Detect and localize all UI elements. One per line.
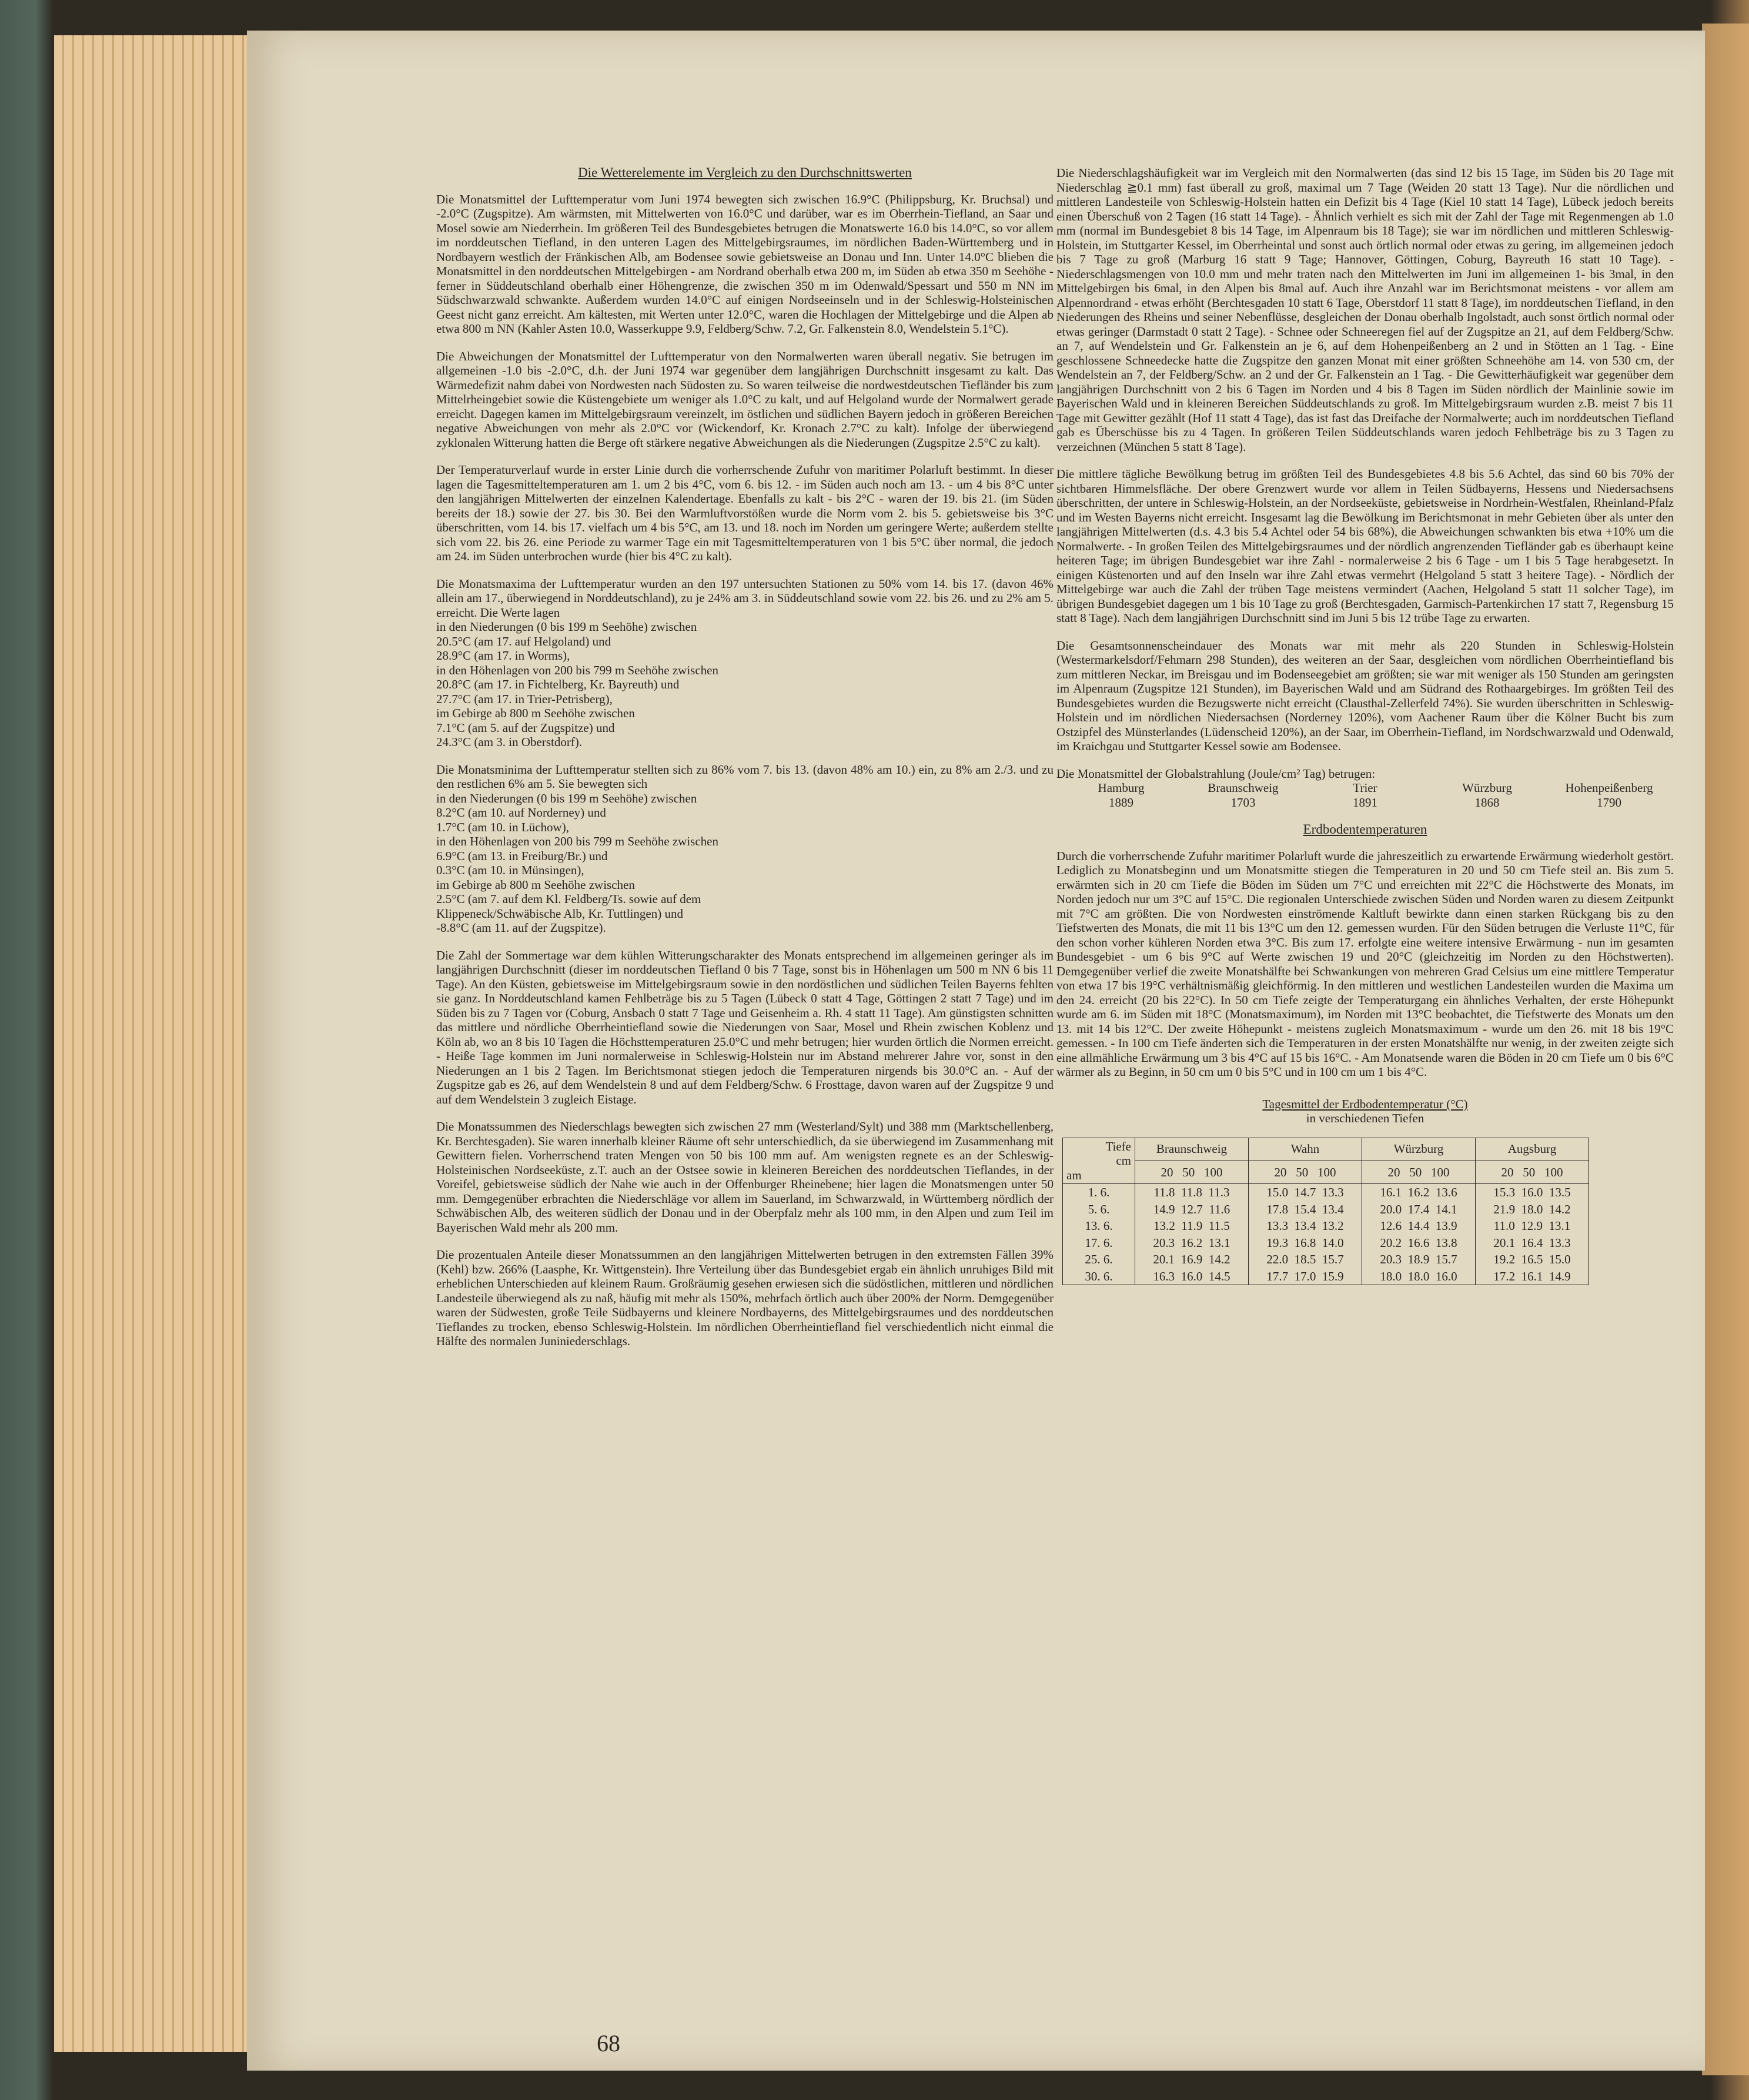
paragraph-monatsminima: Die Monatsminima der Lufttemperatur stellten sich zu 86% vom 7. bis 13. (davon 48% am 10.) ein, zu 8% am 2./3. und zu den restlichen 6% am 5. Sie bewegten sich	[436, 762, 1054, 791]
paragraph-temperaturverlauf: Der Temperaturverlauf wurde in erster Linie durch die vorherrschende Zufuhr von maritimer Polarluft bestimmt. In dieser lagen die Tagesmitteltemperaturen am 1. um 2 bis 4°C, vom 6. bis 12. - im Süden auch noch am 13. - um 4 bis 8°C unter den langjährigen Mittelwerten der einzelnen Kalendertage. Ebenfalls zu kalt - bis 2°C - waren der 19. bis 21. (im Süden bereits der 18.) sowie der 27. bis 30. Bei den Warmluftvorstößen wurde die Norm vom 2. bis 5. gebietsweise bis 3°C überschritten, vom 14. bis 17. vielfach um 4 bis 5°C, am 13. und 18. noch im Norden um geringere Werte; außerdem stellte sich vom 22. bis 26. eine Periode zu warmer Tage ein mit Tagesmitteltemperaturen von 1 bis 5°C über normal, die jedoch am 24. im Süden unterbrochen wurde (hier bis 4°C zu kalt).	[436, 463, 1054, 563]
row-values: 11.0 12.9 13.1	[1476, 1218, 1589, 1235]
row-date: 13. 6.	[1063, 1218, 1135, 1235]
right-column	[1056, 166, 1674, 1285]
paragraph-bewoelkung: Die mittlere tägliche Bewölkung betrug im größten Teil des Bundesgebietes 4.8 bis 5.6 Achtel, das sind 60 bis 70% der sichtbaren Himmelsfläche. Der obere Grenzwert wurde vor allem in Teilen Südbayerns, Hessens und Niedersachsens überschritten, der untere in Schleswig-Holstein, an der Nordseeküste, gebietsweise in Nordrhein-Westfalen, Rheinland-Pfalz und im Westen Bayerns nicht erreicht. Insgesamt lag die Bewölkung im Berichtsmonat in mehr Gebieten über als unter den langjährigen Mittelwerten (d.s. 4.3 bis 5.4 Achtel oder 54 bis 68%), die Abweichungen schwankten bis etwa +10% um die Normalwerte. - In großen Teilen des Mittelgebirgsraumes und der nördlich angrenzenden Tiefländer gab es überhaupt keine heiteren Tage; im übrigen Bundesgebiet war ihre Zahl - normalerweise 2 bis 6 Tage - um 1 bis 5 Tage herabgesetzt. In einigen Küstenorten und auf den Inseln war ihre Zahl etwas vermehrt (Helgoland 5 statt 3 heitere Tage). - Nördlich der Mittelgebirge war auch die Zahl der trüben Tage meistens vermindert (Aachen, Helgoland 5 statt 11 solcher Tage), im übrigen Bundesgebiet dagegen um 1 bis 10 Tage zu groß (Berchtesgaden, Garmisch-Partenkirchen 17 statt 7, Regensburg 15 statt 8 Tage). Nach dem langjährigen Durchschnitt sind im Juni 5 bis 12 trübe Tage zu erwarten.	[1056, 467, 1674, 625]
row-values: 15.3 16.0 13.5	[1476, 1184, 1589, 1201]
table-corner	[1063, 1138, 1135, 1184]
gs-station: Hohenpeißenberg	[1565, 781, 1653, 795]
station-header: Braunschweig	[1135, 1138, 1249, 1161]
table-row	[1063, 1218, 1589, 1235]
depth-header: 20 50 100	[1249, 1161, 1362, 1183]
station-header: Augsburg	[1476, 1138, 1589, 1161]
row-values: 20.1 16.9 14.2	[1135, 1251, 1249, 1268]
paragraph-abweichungen: Die Abweichungen der Monatsmittel der Lufttemperatur von den Normalwerten waren überall negativ. Sie betrugen im allgemeinen -1.0 bis -2.0°C, d.h. der Juni 1974 war gegenüber dem langjährigen Durchschnitt insgesamt zu kalt. Das Wärmedefizit nahm dabei von Nordwesten nach Südosten zu. So waren teilweise die nordwestdeutschen Tiefländer bis zum Mittelrheingebiet sowie die Küstengebiete um weniger als 1.0°C zu kalt, und auf Helgoland wurde der Normalwert gerade erreicht. Dagegen kamen im Mittelgebirgsraum vereinzelt, im östlichen und südlichen Bayern jedoch in größeren Bereichen negative Abweichungen von mehr als 2.0°C vor (Wickendorf, Kr. Kronach 2.7°C zu kalt). Infolge der überwiegend zyklonalen Witterung hatten die Berge oft stärkere negative Abweichungen als die Niederungen (Zugspitze 2.5°C zu kalt).	[436, 349, 1054, 450]
row-date: 5. 6.	[1063, 1201, 1135, 1218]
paragraph-prozentuale-anteile: Die prozentualen Anteile dieser Monatssummen an den langjährigen Mittelwerten betrugen in den extremsten Fällen 39% (Kehl) bzw. 266% (Laasphe, Kr. Wittgenstein). Ihre Verteilung über das Bundesgebiet ergab ein ähnlich unruhiges Bild mit erheblichen Unterschieden auf kleinem Raum. Großräumig gesehen erwiesen sich die südöstlichen, mittleren und nördlichen Landesteile überwiegend als zu naß, häufig mit mehr als 150%, mehrfach örtlich auch über 200% der Norm. Demgegenüber waren der Südwesten, große Teile Südbayerns und kleinere Nordbayerns, des Mittelgebirgsraumes und des norddeutschen Tieflandes zu trocken, ebenso Schleswig-Holstein. Im nördlichen Oberrheintiefland fiel verschiedentlich nicht einmal die Hälfte des normalen Juniniederschlags.	[436, 1248, 1054, 1348]
row-date: 25. 6.	[1063, 1251, 1135, 1268]
row-values: 20.3 16.2 13.1	[1135, 1235, 1249, 1252]
corner-am: am	[1066, 1168, 1082, 1182]
gs-value: 1891	[1353, 795, 1377, 810]
table-title: Tagesmittel der Erdbodentemperatur (°C)	[1262, 1096, 1468, 1111]
row-values: 16.3 16.0 14.5	[1135, 1268, 1249, 1285]
table-title-block	[1056, 1097, 1674, 1126]
row-values: 17.7 17.0 15.9	[1249, 1268, 1362, 1285]
table-row	[1063, 1201, 1589, 1218]
globalstrahlung-intro: Die Monatsmittel der Globalstrahlung (Joule/cm² Tag) betrugen:	[1056, 766, 1376, 781]
paragraph-niederschlagshaeufigkeit: Die Niederschlagshäufigkeit war im Vergleich mit den Normalwerten (das sind 12 bis 15 Tage, im Süden bis 20 Tage mit Niederschlag ≧0.1 mm) fast überall zu groß, maximal um 7 Tage (Weiden 20 statt 13 Tage). Nur die nördlichen und mittleren Landesteile von Schleswig-Holstein hatten ein Defizit bis 4 Tage (Kiel 10 statt 14 Tage), Lübeck jedoch bereits einen Überschuß von 2 Tagen (16 statt 14 Tage). - Ähnlich verhielt es sich mit der Zahl der Tage mit Regenmengen ab 1.0 mm (normal im Bundesgebiet 8 bis 14 Tage, im Alpenraum bis 18 Tage); sie war im nördlichen und mittleren Schleswig-Holstein, im Stuttgarter Kessel, im Oberrheintal und sonst auch örtlich normal oder etwas zu gering, im allgemeinen jedoch bis 7 Tage zu groß (Marburg 16 statt 9 Tage; Hannover, Göttingen, Coburg, Bayreuth 16 statt 10 Tage). - Niederschlagsmengen von 10.0 mm und mehr traten nach den Mittelwerten im Juni im allgemeinen 1- bis 3mal, in den Mittelgebirgen bis 6mal, in den Alpen bis 8mal auf. Auch ihre Anzahl war im Berichtsmonat meistens - vor allem am Alpennordrand - etwas erhöht (Berchtesgaden 10 statt 6 Tage, Oberstdorf 11 statt 8 Tage), im norddeutschen Tiefland, in den Niederungen des Rheins und seiner Nebenflüsse, desgleichen der Donau oberhalb Ingolstadt, auch sonst örtlich normal oder etwas geringer (Darmstadt 0 statt 2 Tage). - Schnee oder Schneeregen fiel auf der Zugspitze an 21, auf dem Feldberg/Schw. an 7, auf Wendelstein und Gr. Falkenstein an je 6, auf dem Hohenpeißenberg an 2 und in Stötten an 1 Tag. - Eine geschlossene Schneedecke hatte die Zugspitze den ganzen Monat mit einer größten Schneehöhe am 14. von 530 cm, der Wendelstein an 7, der Feldberg/Schw. an 2 und der Gr. Falkenstein an 1 Tag. - Die Gewitterhäufigkeit war gegenüber dem langjährigen Durchschnitt von 2 bis 6 Tagen im Norden und 4 bis 8 Tagen im Süden nördlich der Mainlinie sowie im Bayerischen Wald und in kleineren Bereichen Süddeutschlands zu groß. Im Mittelgebirgsraum wurden z.B. meist 7 bis 11 Tage mit Gewitter gezählt (Hof 11 statt 4 Tage), das ist fast das Dreifache der Normalwerte; auch im norddeutschen Tiefland gab es Überschüsse bis zu 4 Tagen. In größeren Teilen Süddeutschlands waren jedoch Fehlbeträge bis zu 3 Tagen zu verzeichnen (München 5 statt 8 Tage).	[1056, 166, 1674, 454]
depth-header: 20 50 100	[1362, 1161, 1476, 1183]
depth-header: 20 50 100	[1135, 1161, 1249, 1183]
row-values: 21.9 18.0 14.2	[1476, 1201, 1589, 1218]
left-column	[436, 166, 1054, 1362]
page-number: 68	[597, 2030, 620, 2056]
table-body	[1063, 1184, 1589, 1285]
gs-value: 1889	[1109, 795, 1133, 810]
paragraph-erdbodentemperaturen: Durch die vorherrschende Zufuhr maritimer Polarluft wurde die jahreszeitlich zu erwartende Erwärmung wiederholt gestört. Lediglich zu Monatsbeginn und um Monatsmitte stiegen die Temperaturen in 20 und 50 cm Tiefe steil an. Bis zum 5. erwärmten sich in 20 cm Tiefe die Böden im Süden um 7°C und erreichten mit 22°C die Höchstwerte des Monats, im Norden jedoch nur um 3°C auf 15°C. Die regionalen Unterschiede zwischen Süden und Norden waren zu diesem Zeitpunkt mit 7°C am größten. Die von Nordwesten einströmende Kaltluft bewirkte dann einen starken Rückgang bis zu den Tiefstwerten des Monats, die mit 11 bis 13°C um den 12. gemessen wurden. Für den Süden betrugen die Verluste 11°C, für den schon vorher kühleren Norden etwa 3°C. Bis zum 17. erfolgte eine weitere intensive Erwärmung - nun im gesamten Bundesgebiet - um 6 bis 9°C auf Werte zwischen 19 und 20°C (gleichzeitig im Norden zu den Höchstwerten). Demgegenüber verlief die zweite Monatshälfte bei Schwankungen von mehreren Grad Celsius um eine mittlere Temperatur von etwa 17 bis 19°C verhältnismäßig gleichförmig. In den mittleren und westlichen Landesteilen wurden die Maxima um den 24. erreicht (20 bis 22°C). In 50 cm Tiefe zeigte der Temperaturgang ein ähnliches Verhalten, der erste Höhepunkt wurde am 6. im Süden mit 18°C (Monatsmaximum), im Norden mit 13°C beobachtet, die Tiefstwerte des Monats um den 13. mit 14 bis 12°C. Der zweite Höhepunkt - meistens zugleich Monatsmaximum - wurde um den 26. mit 18 bis 19°C gemessen. - In 100 cm Tiefe änderten sich die Temperaturen in der ersten Monatshälfte nur wenig, in der zweiten zeigte sich eine allmähliche Erwärmung um 3 bis 4°C auf 15 bis 16°C. - Am Monatsende waren die Böden in 20 cm Tiefe um 0 bis 6°C wärmer als zu Beginn, in 50 cm um 0 bis 5°C und in 100 cm um 1 bis 4°C.	[1056, 848, 1674, 1079]
row-values: 20.0 17.4 14.1	[1362, 1201, 1476, 1218]
row-date: 1. 6.	[1063, 1184, 1135, 1201]
globalstrahlung-stations	[1056, 781, 1674, 795]
row-values: 17.8 15.4 13.4	[1249, 1201, 1362, 1218]
erdboden-title: Erdbodentemperaturen	[1303, 822, 1427, 837]
row-values: 11.8 11.8 11.3	[1135, 1184, 1249, 1201]
table-subtitle: in verschiedenen Tiefen	[1306, 1111, 1424, 1125]
gs-station: Würzburg	[1462, 781, 1512, 795]
globalstrahlung-values	[1056, 795, 1674, 810]
opposite-page-edge	[1702, 24, 1749, 2075]
row-values: 15.0 14.7 13.3	[1249, 1184, 1362, 1201]
corner-tiefe: Tiefe	[1105, 1139, 1131, 1153]
paragraph-monatsmittel: Die Monatsmittel der Lufttemperatur vom Juni 1974 bewegten sich zwischen 16.9°C (Philippsburg, Kr. Bruchsal) und -2.0°C (Zugspitze). Am wärmsten, mit Mittelwerten von 16.0°C und darüber, war es im Oberrhein-Tiefland, an Saar und Mosel sowie am Niederrhein. Im größeren Teil des Bundesgebietes betrugen die Monatswerte 16.0 bis 14.0°C, so vor allem im norddeutschen Tiefland, in den unteren Lagen des Mittelgebirgsraumes, im nördlichen Baden-Württemberg und in Nordbayern westlich der Fränkischen Alb, am Bodensee sowie gebietsweise an Donau und Inn. Unter 14.0°C blieben die Monatsmittel in den norddeutschen Mittelgebirgen - am Nordrand oberhalb etwa 200 m, im Süden ab etwa 350 m Seehöhe - ferner in Süddeutschland oberhalb einer Höhengrenze, die zwischen 350 m im Odenwald/Spessart und 550 m NN im Südschwarzwald schwankte. Außerdem wurden 14.0°C auf einigen Nordseeinseln und in der Schleswig-Holsteinischen Geest nicht ganz erreicht. Am kältesten, mit Werten unter 12.0°C, waren die Hochlagen der Mittelgebirge und die Alpen ab etwa 800 m NN (Kahler Asten 10.0, Wasserkuppe 9.9, Feldberg/Schw. 7.2, Gr. Falkenstein 8.0, Wendelstein 5.1°C).	[436, 192, 1054, 336]
table-row	[1063, 1268, 1589, 1285]
paragraph-niederschlag: Die Monatssummen des Niederschlags bewegten sich zwischen 27 mm (Westerland/Sylt) und 388 mm (Marktschellenberg, Kr. Berchtesgaden). Sie waren innerhalb kleiner Räume oft sehr unterschiedlich, da sie überwiegend im Zusammenhang mit Gewittern fielen. Vorherrschend traten Mengen von 50 bis 100 mm auf. Am wenigsten regnete es an der Schleswig-Holsteinischen Nordseeküste, z.T. auch an der Ostsee sowie in kleineren Bereichen des norddeutschen Tieflandes, in der Voreifel, gebietsweise südlich der Nahe wie auch in der Offenburger Rheinebene; hier lagen die Monatsmengen unter 50 mm. Demgegenüber erbrachten die Niederschläge vor allem im Sauerland, im Schwarzwald, in Württemberg nördlich der Schwäbischen Alb, des weiteren südlich der Donau und in der Oberpfalz mehr als 100 mm, in den Alpen und zum Teil im Bayerischen Wald mehr als 200 mm.	[436, 1119, 1054, 1235]
row-values: 22.0 18.5 15.7	[1249, 1251, 1362, 1268]
paragraph-sonnenscheindauer: Die Gesamtsonnenscheindauer des Monats war mit mehr als 220 Stunden in Schleswig-Holstein (Westermarkelsdorf/Fehmarn 298 Stunden), des weiteren an der Saar, desgleichen vom nördlichen Oberrheintiefland bis zum mittleren Neckar, im Breisgau und im Bodenseegebiet am größten; sie war mit weniger als 150 Stunden am geringsten im Alpenraum (Zugspitze 121 Stunden), im Bayerischen Wald und am Südrand des Rothaargebirges. Im größten Teil des Bundesgebietes wurden die Bezugswerte nicht erreicht (Clausthal-Zellerfeld 74%). Sie wurden überschritten in Schleswig-Holstein und im nördlichen Niedersachsen (Norderney 120%), vom Aachener Raum über die Kölner Bucht bis zum Ostzipfel des Münsterlandes (Lüdenscheid 120%), an der Saar, im Oberrhein-Tiefland, im Nordschwarzwald und Odenwald, im Kraichgau und Stuttgarter Kessel sowie am Bodensee.	[1056, 638, 1674, 753]
row-values: 20.1 16.4 13.3	[1476, 1235, 1589, 1252]
row-values: 14.9 12.7 11.6	[1135, 1201, 1249, 1218]
table-row	[1063, 1184, 1589, 1201]
gs-station: Braunschweig	[1208, 781, 1279, 795]
row-values: 20.3 18.9 15.7	[1362, 1251, 1476, 1268]
gs-value: 1868	[1474, 795, 1500, 810]
list-minima: in den Niederungen (0 bis 199 m Seehöhe) zwischen 8.2°C (am 10. auf Norderney) und 1.7°C (am 10. in Lüchow), in den Höhenlagen von 200 bis 799 m Seehöhe zwischen 6.9°C (am 13. in Freiburg/Br.) und 0.3°C (am 10. in Münsingen), im Gebirge ab 800 m Seehöhe zwischen 2.5°C (am 7. auf dem Kl. Feldberg/Ts. sowie auf dem Klippeneck/Schwäbische Alb, Kr. Tuttlingen) und -8.8°C (am 11. auf der Zugspitze).	[436, 791, 718, 935]
row-date: 17. 6.	[1063, 1235, 1135, 1252]
paragraph-monatsmaxima: Die Monatsmaxima der Lufttemperatur wurden an den 197 untersuchten Stationen zu 50% vom 14. bis 17. (davon 46% allein am 17., überwiegend in Norddeutschland), zu je 24% am 3. in Süddeutschland sowie vom 22. bis 26. und zu 2% am 5. erreicht. Die Werte lagen	[436, 576, 1054, 620]
list-maxima: in den Niederungen (0 bis 199 m Seehöhe) zwischen 20.5°C (am 17. auf Helgoland) und 28.9°C (am 17. in Worms), in den Höhenlagen von 200 bis 799 m Seehöhe zwischen 20.8°C (am 17. in Fichtelberg, Kr. Bayreuth) und 27.7°C (am 17. in Trier-Petrisberg), im Gebirge ab 800 m Seehöhe zwischen 7.1°C (am 5. auf der Zugspitze) und 24.3°C (am 3. in Oberstdorf).	[436, 620, 718, 749]
row-values: 19.3 16.8 14.0	[1249, 1235, 1362, 1252]
row-values: 20.2 16.6 13.8	[1362, 1235, 1476, 1252]
soil-temperature-table	[1062, 1138, 1589, 1286]
row-values: 12.6 14.4 13.9	[1362, 1218, 1476, 1235]
document-page	[247, 31, 1705, 2071]
row-values: 19.2 16.5 15.0	[1476, 1251, 1589, 1268]
station-header: Wahn	[1249, 1138, 1362, 1161]
row-date: 30. 6.	[1063, 1268, 1135, 1285]
corner-cm: cm	[1116, 1153, 1131, 1168]
gs-station: Trier	[1353, 781, 1377, 795]
station-header: Würzburg	[1362, 1138, 1476, 1161]
row-values: 16.1 16.2 13.6	[1362, 1184, 1476, 1201]
row-values: 17.2 16.1 14.9	[1476, 1268, 1589, 1285]
row-values: 18.0 18.0 16.0	[1362, 1268, 1476, 1285]
table-row	[1063, 1251, 1589, 1268]
depth-header: 20 50 100	[1476, 1161, 1589, 1183]
gs-value: 1703	[1230, 795, 1256, 810]
row-values: 13.2 11.9 11.5	[1135, 1218, 1249, 1235]
section-title: Die Wetterelemente im Vergleich zu den Durchschnittswerten	[578, 165, 912, 180]
gs-value: 1790	[1597, 795, 1621, 810]
table-row	[1063, 1235, 1589, 1252]
gs-station: Hamburg	[1098, 781, 1145, 795]
paragraph-sommertage: Die Zahl der Sommertage war dem kühlen Witterungscharakter des Monats entsprechend im allgemeinen geringer als im langjährigen Durchschnitt (dieser im norddeutschen Tiefland 0 bis 7 Tage, sonst bis in Höhenlagen um 500 m NN 6 bis 11 Tage). An den Küsten, gebietsweise im Mittelgebirgsraum sowie in den nordöstlichen und südlichen Teilen Bayerns fehlten sie ganz. In Norddeutschland kamen Fehlbeträge bis zu 5 Tagen (Lübeck 0 statt 4 Tage, Göttingen 2 statt 7 Tage) und im Süden bis zu 7 Tagen vor (Coburg, Ansbach 0 statt 7 Tage und Geisenheim a. Rh. 4 statt 11 Tage). Am günstigsten schnitten das mittlere und nördliche Oberrheintiefland sowie die Niederungen von Saar, Mosel und Rhein zwischen Koblenz und Köln ab, wo an 8 bis 10 Tagen die Höchsttemperaturen 25.0°C und mehr betrugen; hier wurden örtlich die Normen erreicht. - Heiße Tage kommen im Juni normalerweise in Schleswig-Holstein nur im Abstand mehrerer Jahre vor, sonst in den Niederungen an 1 bis 2 Tagen. Im Berichtsmonat stiegen jedoch die Temperaturen nirgends bis 30.0°C an. - Auf der Zugspitze gab es 26, auf dem Wendelstein 8 und auf dem Feldberg/Schw. 6 Frosttage, davon waren auf der Zugspitze 9 und auf dem Wendelstein 3 zugleich Eistage.	[436, 948, 1054, 1106]
row-values: 13.3 13.4 13.2	[1249, 1218, 1362, 1235]
